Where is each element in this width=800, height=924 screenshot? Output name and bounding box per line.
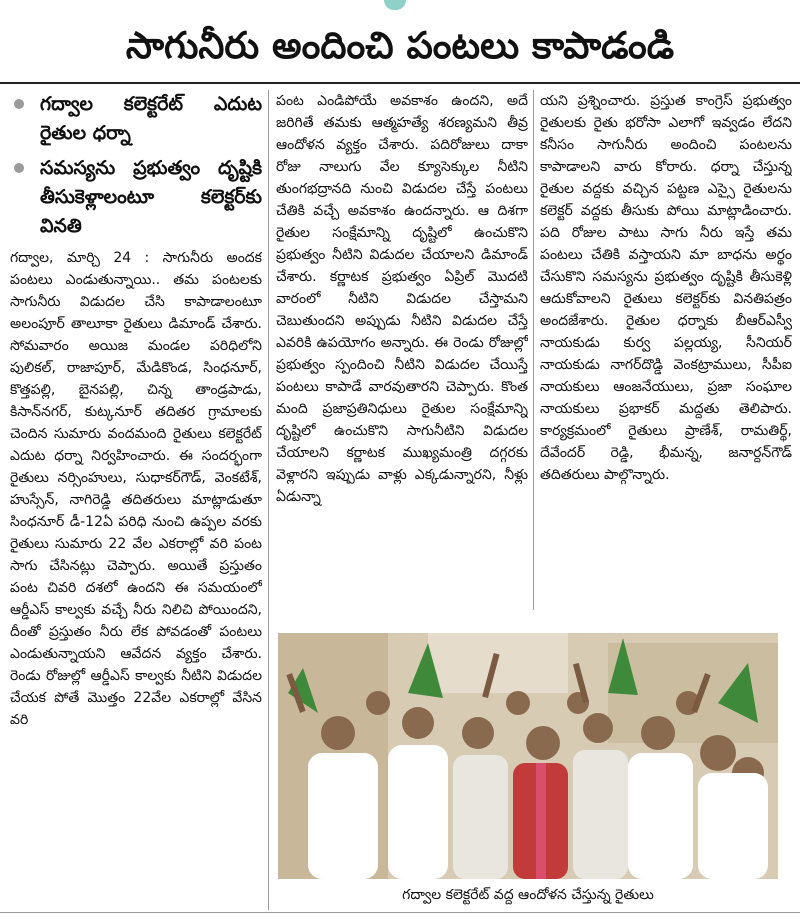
article-text: యని ప్రశ్నించారు. ప్రస్తుత కాంగ్రెస్ ప్రభుత్వం రైతులకు రైతు భరోసా ఎలాగో ఇవ్వడం లేదని కనీసం సాగునీరు అందించి పంటలను కాపాడాలని వారు కోరారు. ధర్నా చేస్తున్న రైతుల వద్దకు వచ్చిన పట్టణ ఎస్సై రైతులను కలెక్టర్ వద్దకు తీసుకు పోయి మాట్లాడించారు. పది రోజుల పాటు సాగు నీరు ఇస్తే తమ పంటలు చేతికి వస్తాయని మా బాధను అర్థం చేసుకొని సమస్యను ప్రభుత్వం దృష్టికి తీసుకెళ్లి ఆదుకోవాలని రైతులు కలెక్టర్‌కు వినతిపత్రం అందజేశారు. రైతుల ధర్నాకు బీఆర్ఎస్వీ నాయకుడు కుర్వ పల్లయ్య, సీనియర్ నాయకుడు నాగర్‌దొడ్డి వెంకట్రాములు, సీపీఐ నాయకులు ఆంజనేయులు, ప్రజా సంఘాల నాయకులు ప్రభాకర్ మద్దతు తెలిపారు. కార్యక్రమంలో రైతులు ప్రాణేశ్, రామతిర్థ్, దేవేందర్ రెడ్డి, భీమన్న, జనార్దన్‌గౌడ్ తదితరులు పాల్గొన్నారు. [540,93,792,483]
news-photo [278,633,778,879]
farmers-protest-photo [278,633,778,879]
highlight-item [10,90,262,148]
highlight-text: సమస్యను ప్రభుత్వం దృష్టికి తీసుకెళ్లాలంటూ కలెక్టర్‌కు వినతి [40,157,262,237]
article-column-3 [540,90,792,610]
bullet-icon [14,99,24,109]
top-decoration [384,0,406,10]
page-headline: సాగునీరు అందించి పంటలు కాపాడండి [125,24,675,67]
article-text: గద్వాల, మార్చి 24 : సాగునీరు అందక పంటలు ఎండుతున్నాయి.. తమ పంటలకు సాగునీరు విడుదల చేసి కాపాడాలంటూ అలంపూర్ తాలూకా రైతులు డిమాండ్ చేశారు. సోమవారం అయిజ మండల పరిధిలోని పులికల్, రాజాపూర్, మేడికొండ, సింధనూర్, కొత్తపల్లి, బైనపల్లి, చిన్న తాండ్రపాడు, కిసాన్‌నగర్, కుట్కనూర్ తదితర గ్రామాలకు చెందిన సుమారు వందమంది రైతులు కలెక్టరేట్ ఎదుట ధర్నా నిర్వహించారు. ఈ సందర్భంగా రైతులు నర్సింహులు, సుధాకర్‌గౌడ్, వెంకటేశ్, హుస్సేన్, నాగిరెడ్డి తదితరులు మాట్లాడుతూ సింధనూర్ డీ-12ఏ పరిధి నుంచి ఉప్పల వరకు రైతులు సుమారు 22 వేల ఎకరాల్లో వరి పంట సాగు చేసినట్లు చెప్పారు. అయితే ప్రస్తుతం పంట చివరి దశలో ఉందని ఈ సమయంలో ఆర్డీఎస్ కాల్వకు వచ్చే నీరు నిలిచి పోయిందని, దీంతో ప్రస్తుతం నీరు లేక పోవడంతో పంటలు ఎండుతున్నాయని ఆవేదన వ్యక్తం చేశారు. రెండు రోజుల్లో ఆర్డీఎస్ కాల్వకు నీటిని విడుదల చేయక పోతే మొత్తం 22వేల ఎకరాల్లో వేసిన వరి [10,250,262,728]
article-column-1 [10,90,262,914]
bottom-rule [0,912,800,913]
highlights-list [10,90,262,241]
photo-caption: గద్వాల కలెక్టరేట్ వద్ద ఆందోళన చేస్తున్న రైతులు [402,887,654,903]
column-divider [268,90,269,910]
bullet-icon [14,163,24,173]
highlight-text: గద్వాల కలెక్టరేట్ ఎదుట రైతుల ధర్నా [40,93,262,144]
article-column-2 [276,90,528,620]
article-text: పంట ఎండిపోయే అవకాశం ఉందని, అదే జరిగితే తమకు ఆత్మహత్యే శరణ్యమని తీవ్ర ఆందోళన వ్యక్తం చేశారు. పదిరోజులు దాకా రోజు నాలుగు వేల క్యూసెక్కుల నీటిని తుంగభద్రానది నుంచి విడుదల చేస్తే పంటలు చేతికి వచ్చే అవకాశం ఉందన్నారు. ఆ దిశగా రైతుల సంక్షేమాన్ని దృష్టిలో ఉంచుకొని ప్రభుత్వం నీటిని విడుదల చేయాలని డిమాండ్ చేశారు. కర్ణాటక ప్రభుత్వం ఏప్రిల్ మొదటి వారంలో నీటిని విడుదల చేస్తామని చెబుతుందని అప్పుడు నీటిని విడుదల చేస్తే ఎవరికి ఉపయోగం అన్నారు. ఈ రెండు రోజుల్లో ప్రభుత్వం స్పందించి నీటిని విడుదల చేయిస్తే పంటలు కాపాడే వారవుతారని చెప్పారు. కొంత మంది ప్రజాప్రతినిధులు రైతుల సంక్షేమాన్ని దృష్టిలో ఉంచుకొని సాగునీటిని విడుదల చేయాలని కర్ణాటక ముఖ్యమంత్రి దగ్గరకు వెళ్లారని ఇప్పుడు వాళ్లు ఎక్కడున్నారని, నీళ్లు ఏడున్నా [276,93,528,505]
headline-rule [0,82,800,84]
highlight-item [10,154,262,241]
column-divider [533,90,534,610]
